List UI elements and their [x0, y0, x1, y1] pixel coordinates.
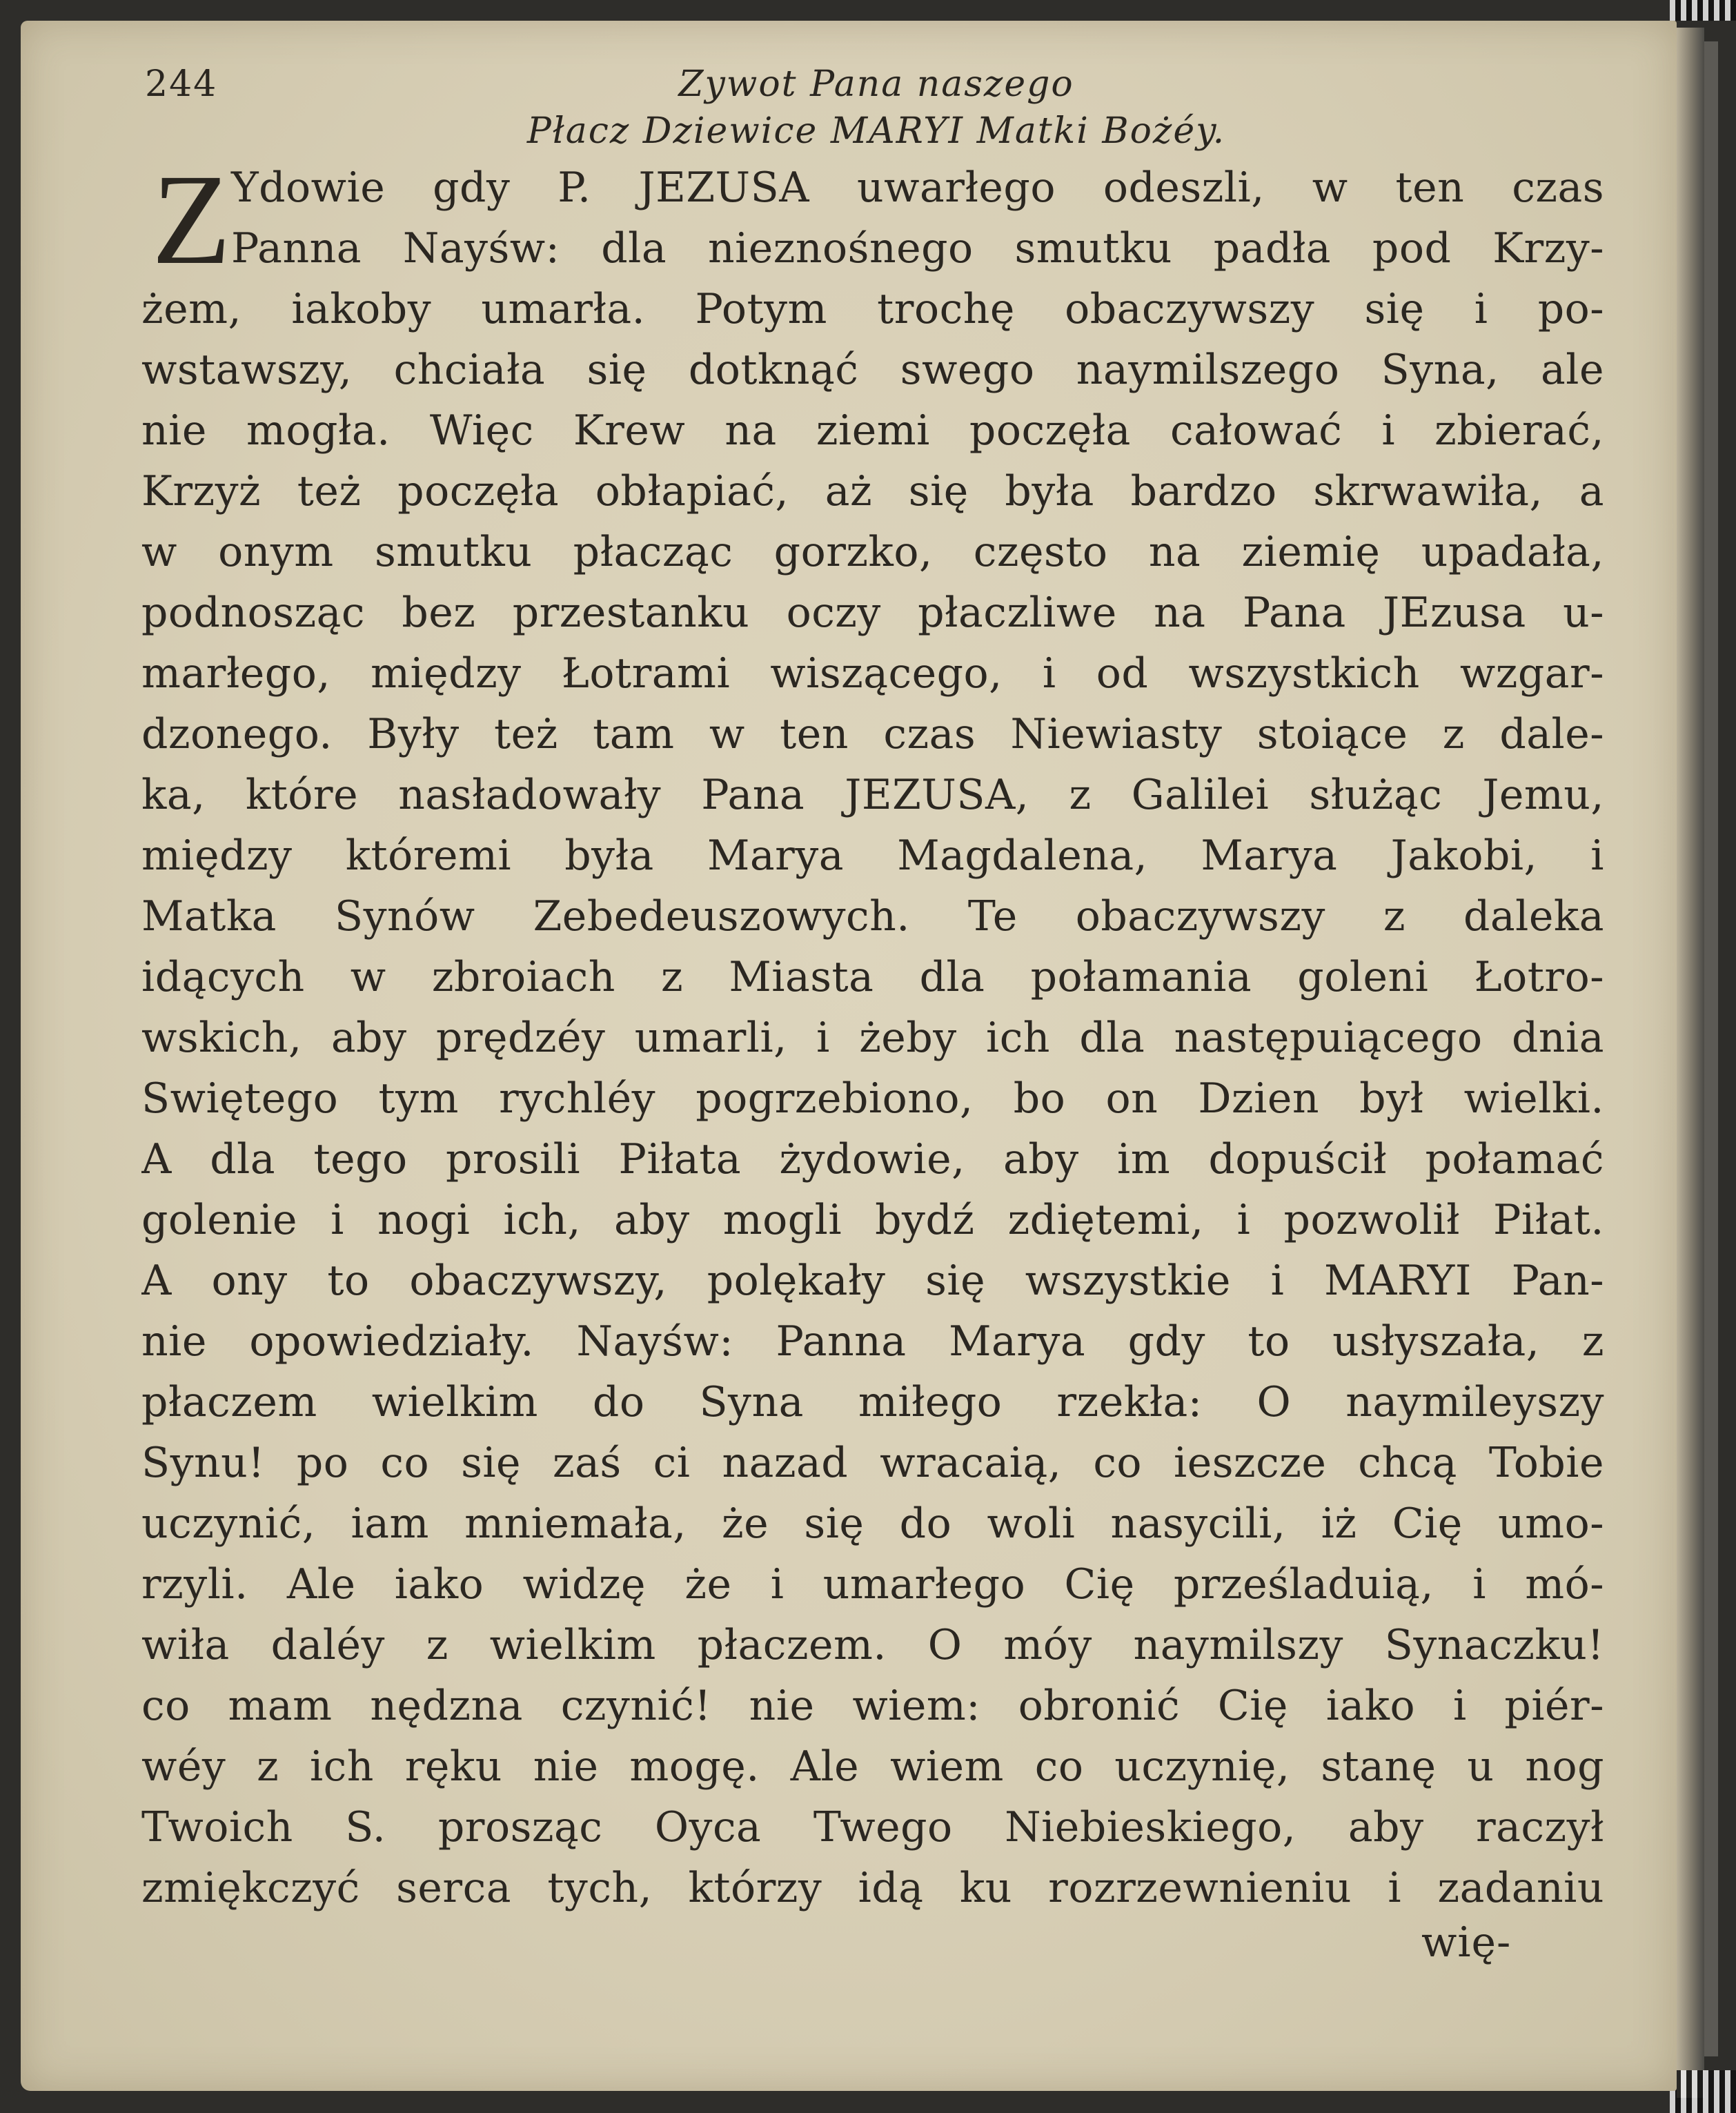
body-text — [141, 147, 1604, 1918]
text-line: żem, iakoby umarła. Potym trochę obaczywszy się i po- — [141, 285, 1604, 333]
text-line: między któremi była Marya Magdalena, Marya Jakobi, i — [141, 832, 1604, 880]
text-line: podnosząc bez przestanku oczy płaczliwe na Pana JEzusa u- — [141, 589, 1604, 637]
text-line: nie opowiedziały. Nayśw: Panna Marya gdy to usłyszała, z — [141, 1317, 1604, 1366]
book-binding-edge — [1704, 41, 1718, 2056]
drop-cap: Z — [152, 147, 231, 291]
scale-calibration-strip — [1670, 2070, 1736, 2113]
text-line: Twoich S. prosząc Oyca Twego Niebieskiego, aby raczył — [141, 1803, 1604, 1851]
catchword: wię- — [1421, 1918, 1512, 1967]
running-head — [145, 63, 1608, 112]
text-line: Panna Nayśw: dla nieznośnego smutku padła pod Krzy- — [231, 224, 1604, 273]
text-line: uczynić, iam mniemała, że się do woli nasycili, iż Cię umo- — [141, 1500, 1604, 1548]
text-line: A ony to obaczywszy, polękały się wszystkie i MARYI Pan- — [141, 1257, 1604, 1305]
text-line: Synu! po co się zaś ci nazad wracaią, co ieszcze chcą Tobie — [141, 1439, 1604, 1487]
chapter-title: Płacz Dziewice MARYI Matki Bożéy. — [526, 110, 1226, 152]
text-line: Matka Synów Zebedeuszowych. Te obaczywszy z daleka — [141, 892, 1604, 941]
text-line: rzyli. Ale iako widzę że i umarłego Cię prześladuią, i mó- — [141, 1560, 1604, 1609]
text-line: co mam nędzna czynić! nie wiem: obronić Cię iako i piér- — [141, 1682, 1604, 1730]
text-line: wiła daléy z wielkim płaczem. O móy naymilszy Synaczku! — [141, 1621, 1604, 1669]
text-line: idących w zbroiach z Miasta dla połamania goleni Łotro- — [141, 953, 1604, 1001]
color-calibration-strip — [1670, 0, 1736, 21]
text-line: w onym smutku płacząc gorzko, często na ziemię upadała, — [141, 528, 1604, 576]
text-line: ka, które nasładowały Pana JEZUSA, z Galilei służąc Jemu, — [141, 771, 1604, 819]
text-line: Swiętego tym rychléy pogrzebiono, bo on Dzien był wielki. — [141, 1074, 1604, 1123]
text-line: wéy z ich ręku nie mogę. Ale wiem co uczynię, stanę u nog — [141, 1742, 1604, 1791]
text-line: Krzyż też poczęła obłapiać, aż się była bardzo skrwawiła, a — [141, 467, 1604, 515]
text-line: A dla tego prosili Piłata żydowie, aby im dopuścił połamać — [141, 1135, 1604, 1183]
text-line: dzonego. Były też tam w ten czas Niewiasty stoiące z dale- — [141, 710, 1604, 758]
book-gutter-edge — [1677, 28, 1704, 2098]
text-line: wstawszy, chciała się dotknąć swego naymilszego Syna, ale — [141, 346, 1604, 394]
text-line: nie mogła. Więc Krew na ziemi poczęła całować i zbierać, — [141, 406, 1604, 455]
text-line: wskich, aby prędzéy umarli, i żeby ich dla następuiącego dnia — [141, 1014, 1604, 1062]
text-line: zmiękczyć serca tych, którzy idą ku rozrzewnieniu i zadaniu — [141, 1864, 1604, 1912]
running-title: Zywot Pana naszego — [678, 63, 1074, 105]
text-line: Ydowie gdy P. JEZUSA uwarłego odeszli, w ten czas — [231, 164, 1604, 212]
text-line: marłego, między Łotrami wiszącego, i od wszystkich wzgar- — [141, 649, 1604, 698]
text-line: golenie i nogi ich, aby mogli bydź zdiętemi, i pozwolił Piłat. — [141, 1196, 1604, 1244]
page-number: 244 — [145, 63, 218, 105]
text-line: płaczem wielkim do Syna miłego rzekła: O naymileyszy — [141, 1378, 1604, 1426]
